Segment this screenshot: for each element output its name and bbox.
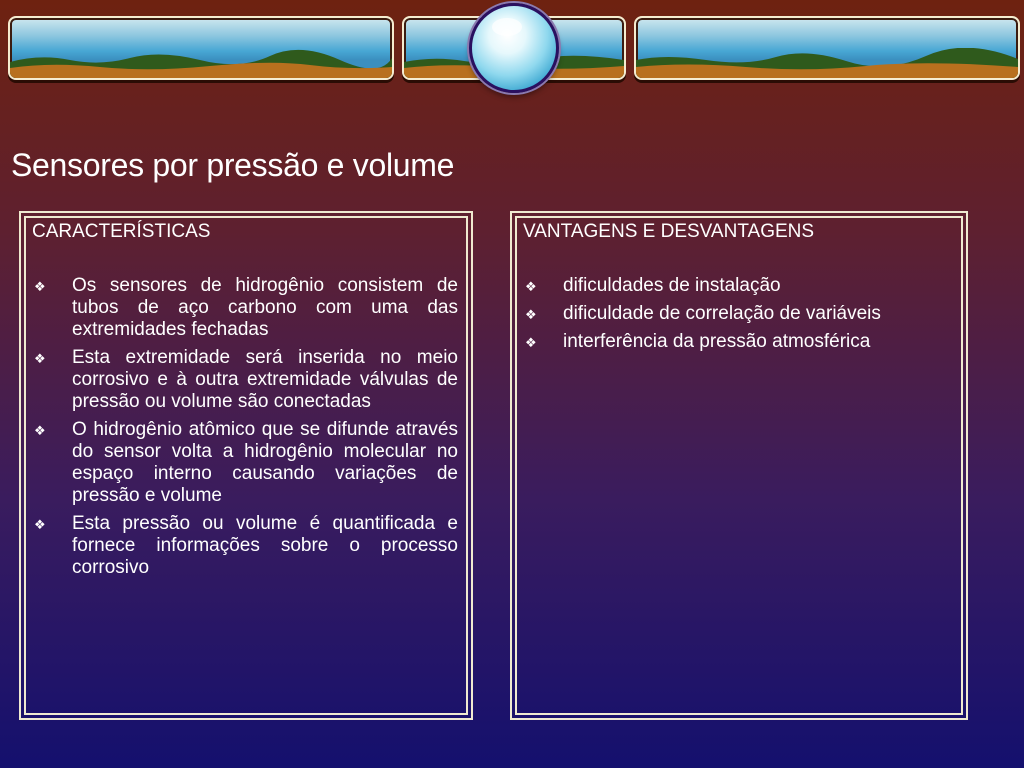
list-item-text: Esta extremidade será inserida no meio corrosivo e à outra extremidade válvulas de pressão ou volume são conectadas	[72, 347, 458, 412]
diamond-bullet-icon: ❖	[34, 279, 46, 294]
panel-frame	[515, 216, 963, 715]
header-banner-left	[8, 16, 394, 80]
diamond-bullet-icon: ❖	[34, 423, 46, 438]
list-item	[523, 275, 953, 297]
diamond-bullet-icon: ❖	[525, 335, 537, 350]
list-item	[32, 275, 458, 341]
characteristics-panel	[19, 211, 473, 720]
list-item	[523, 331, 953, 353]
pros-cons-list	[523, 275, 953, 359]
slide-title: Sensores por pressão e volume	[11, 147, 455, 183]
diamond-bullet-icon: ❖	[525, 279, 537, 294]
landscape-decoration-icon	[10, 48, 392, 78]
pros-cons-panel	[510, 211, 968, 720]
list-item-text: dificuldade de correlação de variáveis	[563, 303, 881, 324]
landscape-decoration-icon	[636, 48, 1018, 78]
list-item-text: O hidrogênio atômico que se difunde através do sensor volta a hidrogênio molecular no espaço interno causando variações de pressão e volume	[72, 419, 458, 506]
characteristics-heading: CARACTERÍSTICAS	[32, 221, 211, 242]
list-item	[32, 347, 458, 413]
diamond-bullet-icon: ❖	[34, 351, 46, 366]
globe-orb-icon	[469, 3, 559, 93]
diamond-bullet-icon: ❖	[525, 307, 537, 322]
panel-frame	[24, 216, 468, 715]
list-item-text: Os sensores de hidrogênio consistem de tubos de aço carbono com uma das extremidades fechadas	[72, 275, 458, 340]
list-item-text: interferência da pressão atmosférica	[563, 331, 871, 352]
list-item	[523, 303, 953, 325]
list-item	[32, 513, 458, 579]
pros-cons-heading: VANTAGENS E DESVANTAGENS	[523, 221, 815, 242]
list-item-text: Esta pressão ou volume é quantificada e fornece informações sobre o processo corrosivo	[72, 513, 458, 578]
list-item	[32, 419, 458, 507]
header-banner-right	[634, 16, 1020, 80]
list-item-text: dificuldades de instalação	[563, 275, 781, 296]
characteristics-list	[32, 275, 458, 585]
diamond-bullet-icon: ❖	[34, 517, 46, 532]
